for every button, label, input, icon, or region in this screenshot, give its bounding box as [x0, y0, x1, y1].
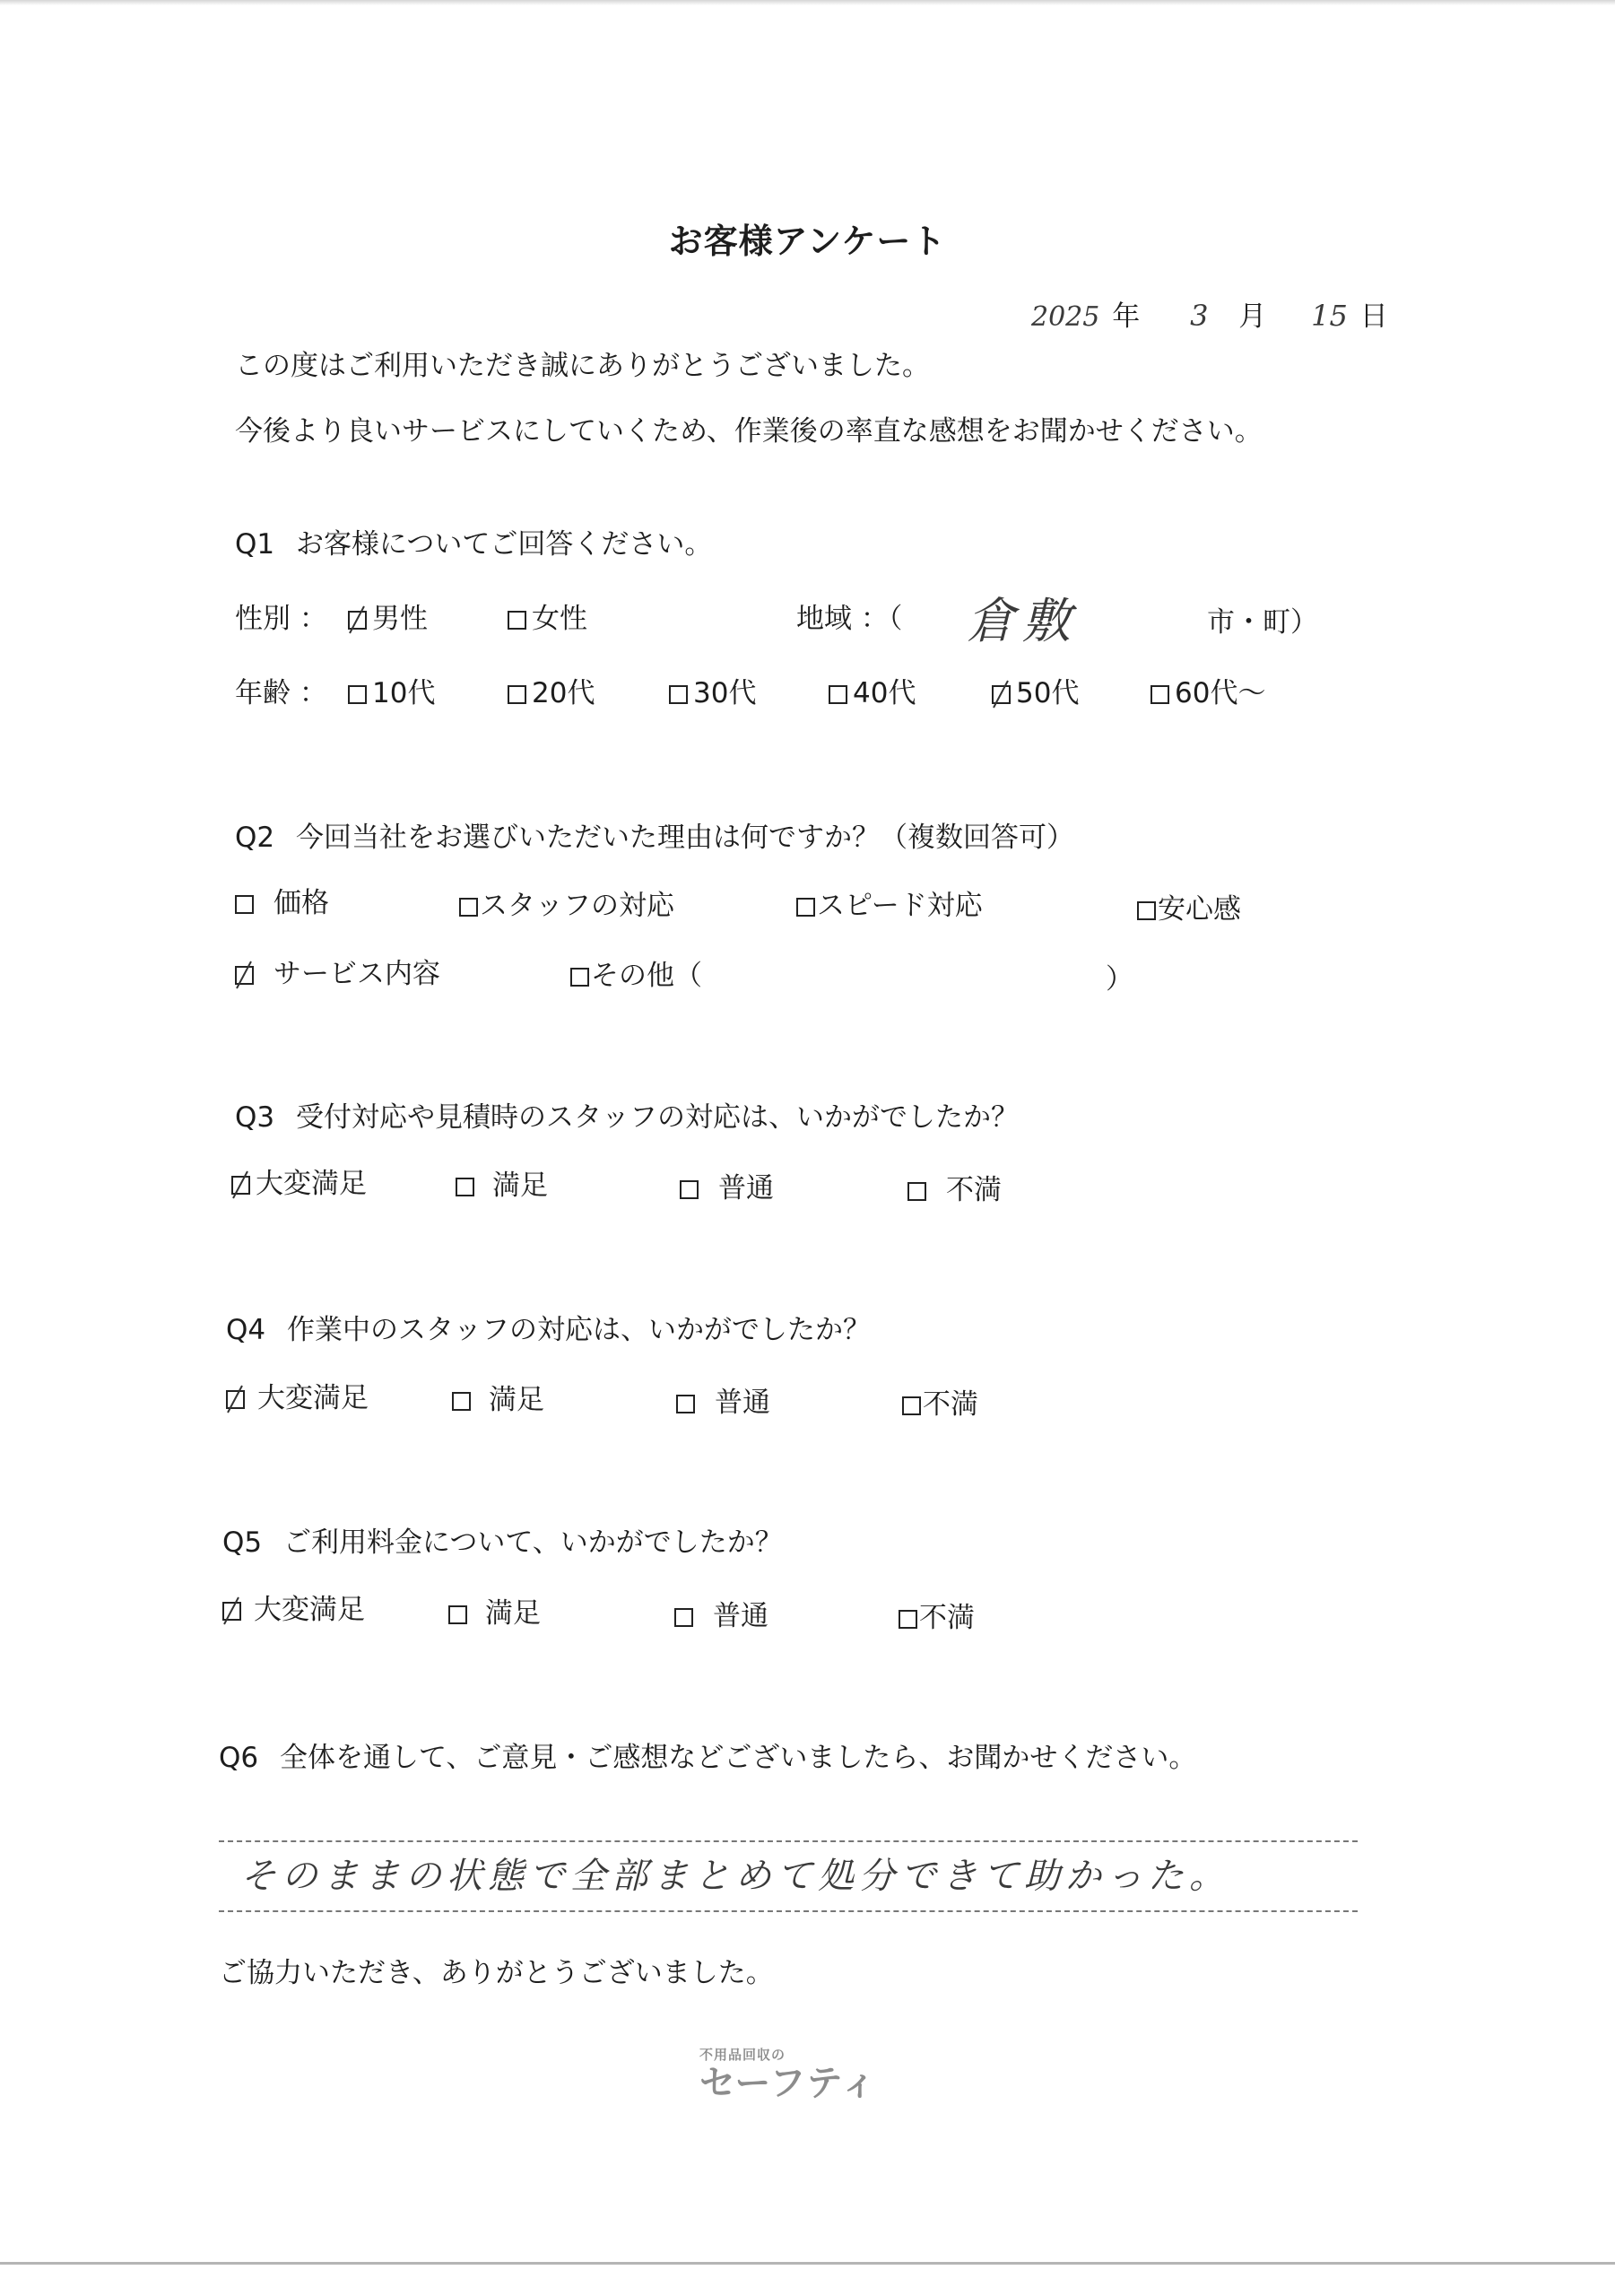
q2-option-speed[interactable] [796, 888, 983, 924]
q5-option-satisfied[interactable] [448, 1596, 541, 1631]
q4-option-dissatisfied[interactable] [902, 1387, 978, 1422]
q5-option-dissatisfied[interactable] [899, 1600, 975, 1636]
checkbox[interactable] [456, 1178, 474, 1196]
page-title: お客様アンケート [668, 222, 947, 261]
option-label: 安心感 [1158, 893, 1241, 926]
region-suffix: 市・町） [1207, 606, 1318, 639]
age-option-20[interactable] [508, 675, 595, 711]
q4-option-satisfied[interactable] [452, 1382, 544, 1418]
option-label: 10代 [372, 677, 436, 709]
q5-heading [222, 1525, 783, 1561]
option-label: 不満 [919, 1602, 975, 1634]
q3-question: 受付対応や見積時のスタッフの対応は、いかがでしたか？ [295, 1101, 1019, 1134]
q3-heading [235, 1100, 1019, 1135]
closing-message: ご協力いただき、ありがとうございました。 [219, 1957, 774, 1989]
checkbox[interactable] [508, 685, 526, 704]
checkbox[interactable] [570, 968, 589, 987]
company-logo [699, 2045, 877, 2103]
q2-heading [235, 820, 1074, 856]
checkbox[interactable] [235, 895, 254, 914]
date-month-unit: 月 [1238, 300, 1267, 333]
logo-name: セーフティ [699, 2064, 878, 2103]
checkbox[interactable] [796, 898, 815, 917]
option-label: 20代 [532, 677, 595, 709]
checkbox[interactable] [674, 1608, 693, 1627]
q2-other-close: ） [1106, 963, 1133, 996]
region-value[interactable]: 倉敷 [967, 593, 1078, 649]
q6-heading [219, 1740, 1196, 1776]
intro-line-2: 今後より良いサービスにしていくため、作業後の率直な感想をお聞かせください。 [235, 415, 1263, 448]
q6-number: Q6 [219, 1742, 259, 1774]
gender-option-female[interactable] [508, 601, 587, 637]
q5-option-normal[interactable] [674, 1598, 768, 1634]
option-label: 大変満足 [257, 1382, 369, 1414]
age-option-10[interactable] [348, 675, 435, 711]
option-label: 大変満足 [256, 1168, 367, 1200]
scan-bottom-edge [0, 2262, 1615, 2265]
logo-tagline: 不用品回収の [699, 2048, 786, 2063]
checkbox[interactable] [669, 685, 688, 704]
q3-number: Q3 [235, 1101, 275, 1134]
q4-number: Q4 [226, 1314, 266, 1346]
checkbox[interactable] [676, 1395, 695, 1413]
checkbox[interactable] [1150, 685, 1169, 704]
checkbox[interactable] [448, 1605, 467, 1624]
checkbox[interactable] [907, 1182, 926, 1201]
option-label: 50代 [1016, 677, 1080, 709]
q2-option-staff[interactable] [459, 888, 674, 924]
checkbox[interactable] [452, 1392, 471, 1411]
q4-question: 作業中のスタッフの対応は、いかがでしたか？ [286, 1314, 871, 1346]
option-label: 30代 [693, 677, 757, 709]
option-label: 普通 [718, 1172, 774, 1205]
age-option-50[interactable] [992, 675, 1079, 711]
date-year: 2025 [1031, 301, 1100, 333]
option-label: 不満 [946, 1174, 1002, 1206]
q4-option-normal[interactable] [676, 1385, 770, 1421]
q1-heading [235, 526, 712, 562]
option-label: 価格 [274, 887, 329, 919]
scan-top-edge [0, 0, 1615, 5]
checkbox[interactable] [680, 1180, 699, 1199]
checkbox[interactable] [902, 1396, 921, 1415]
option-label: その他（ [591, 960, 702, 992]
checkbox[interactable] [459, 898, 478, 917]
date-day-unit: 日 [1359, 300, 1388, 333]
answer-line-top [219, 1840, 1358, 1842]
date-day: 15 [1311, 299, 1348, 333]
option-label: サービス内容 [274, 958, 440, 990]
date-line [1031, 298, 1388, 335]
q2-option-trust[interactable] [1137, 891, 1241, 927]
checkbox[interactable] [899, 1610, 917, 1629]
checkbox[interactable] [348, 685, 367, 704]
gender-label: 性別 ： [235, 603, 327, 635]
region-label: 地域 ：（ [796, 603, 903, 635]
date-month: 3 [1190, 299, 1209, 333]
option-label: 満足 [489, 1384, 544, 1416]
checkbox-checked[interactable] [226, 1390, 245, 1409]
q5-option-very-satisfied[interactable] [222, 1592, 365, 1628]
q4-option-very-satisfied[interactable] [226, 1380, 369, 1416]
intro-line-1: この度はご利用いただき誠にありがとうございました。 [235, 350, 930, 382]
option-label: 女性 [532, 603, 587, 635]
checkbox[interactable] [1137, 901, 1156, 920]
q6-question: 全体を通して、ご意見・ご感想などございましたら、お聞かせください。 [279, 1742, 1197, 1774]
option-label: スタッフの対応 [480, 890, 674, 922]
q2-number: Q2 [235, 822, 275, 854]
option-label: スピード対応 [817, 890, 983, 922]
q3-option-dissatisfied[interactable] [907, 1172, 1002, 1208]
checkbox-checked[interactable] [222, 1602, 241, 1621]
option-label: 40代 [853, 677, 916, 709]
option-label: 不満 [923, 1388, 978, 1421]
option-label: 普通 [713, 1600, 768, 1632]
q2-option-service[interactable] [235, 956, 440, 992]
checkbox-checked[interactable] [348, 611, 367, 630]
gender-option-male[interactable] [348, 601, 428, 637]
q3-option-satisfied[interactable] [456, 1168, 548, 1204]
q2-option-price[interactable] [235, 885, 329, 921]
age-option-60[interactable] [1150, 675, 1265, 711]
q4-heading [226, 1312, 871, 1348]
option-label: 普通 [715, 1387, 770, 1419]
q5-number: Q5 [222, 1526, 263, 1559]
option-label: 満足 [485, 1597, 541, 1630]
checkbox[interactable] [829, 685, 847, 704]
q2-question: 今回当社をお選びいただいた理由は何ですか？（複数回答可） [295, 822, 1074, 854]
age-option-30[interactable] [669, 675, 756, 711]
option-label: 60代～ [1175, 677, 1266, 709]
date-year-unit: 年 [1112, 300, 1141, 333]
checkbox-checked[interactable] [235, 966, 254, 985]
checkbox[interactable] [508, 611, 526, 630]
option-label: 満足 [492, 1170, 548, 1202]
checkbox-checked[interactable] [992, 685, 1011, 704]
option-label: 男性 [372, 603, 428, 635]
q1-number: Q1 [235, 528, 275, 561]
q2-option-other[interactable] [570, 958, 702, 994]
age-label: 年齢 ： [235, 677, 327, 709]
q3-option-normal[interactable] [680, 1170, 774, 1206]
q6-answer[interactable]: そのままの状態で全部まとめて処分できて助かった。 [240, 1856, 1230, 1897]
q3-option-very-satisfied[interactable] [231, 1166, 367, 1202]
checkbox-checked[interactable] [231, 1176, 250, 1195]
option-label: 大変満足 [254, 1594, 365, 1626]
q1-question: お客様についてご回答ください。 [295, 528, 713, 561]
q5-question: ご利用料金について、いかがでしたか？ [282, 1526, 783, 1559]
age-option-40[interactable] [829, 675, 916, 711]
answer-line-bottom [219, 1910, 1358, 1912]
